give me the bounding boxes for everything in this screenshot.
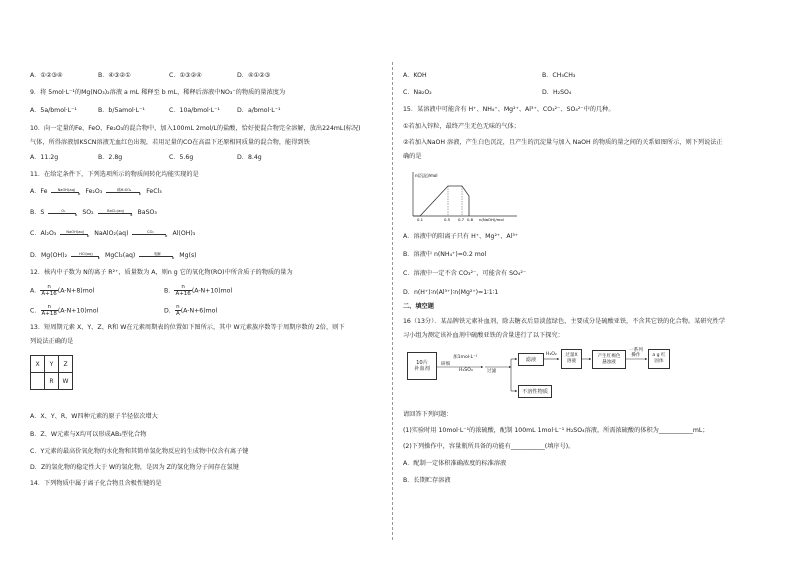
reaction-arrow: CO₂ ▸ xyxy=(130,229,170,237)
flow-box-red-solid: a g 红 固体 xyxy=(648,349,670,369)
y-axis-label: n(沉淀)/mol xyxy=(415,173,438,178)
flow-label-filter: 过滤 xyxy=(487,369,497,374)
fraction: $\frac{n}{A+16}$ xyxy=(41,284,57,297)
table-cell: R xyxy=(45,373,59,390)
q16-stem-2: 习小组为测定该补血剂中硫酸亚铁的含量进行了以下探究： xyxy=(403,332,564,339)
q14-option-a: A．KOH xyxy=(403,72,427,79)
q16-option-a: A．配制一定体积准确浓度的标准溶液 xyxy=(403,460,507,467)
flow-box-insoluble: 不溶性物质 xyxy=(518,385,552,398)
q12-option-c: C． $\frac{n}{A+18}$ (A-N+10)mol xyxy=(30,304,99,317)
q16-option-b: B．长期贮存溶液 xyxy=(403,477,451,484)
q8-option-b: B．④③②① xyxy=(98,72,131,79)
flow-diagram xyxy=(403,349,763,407)
q15-condition-2: ②若加入NaOH 溶液，产生白色沉淀，且产生的沉淀量与加入 NaOH 的物质的量之间的关系如图所示，则下列说法正 xyxy=(403,139,723,146)
section-heading: 二、填空题 xyxy=(403,303,434,310)
q16-stem-1: 16（13分）．某品牌铁元素补血剂，除去糖衣后显淡蓝绿色，主要成分是硫酸亚铁，不含其它铁的化合物。某研究性学 xyxy=(403,318,726,325)
q15-option-a: A．溶液中的阳离子只有 H⁺、Mg²⁺、Al³⁺ xyxy=(403,233,519,240)
flow-label-grind: 研细 xyxy=(441,362,451,367)
q14-option-c: C．Na₂O₂ xyxy=(403,89,432,96)
q13-option-d: D．Z的氢化物的稳定性大于 W的氢化物，是因为 Z的氢化物分子间存在氢键 xyxy=(30,464,239,471)
q16-part-2: (2)下列操作中，容量瓶所具备的功能有___________(填序号)。 xyxy=(403,443,575,450)
q14-option-b: B．CH₃CH₃ xyxy=(542,72,576,79)
q13-option-c: C．Y元素的最高价氧化物的水化物和其简单氢化物反应的生成物中仅含有离子键 xyxy=(30,448,249,455)
precipitate-graph xyxy=(405,168,525,222)
q15-option-c: C．溶液中一定不含 CO₃²⁻，可能含有 SO₄²⁻ xyxy=(403,270,527,277)
periodic-table-fragment xyxy=(30,355,73,390)
q9-option-d: D．a/bmol·L⁻¹ xyxy=(237,107,281,114)
q11-option-d: D．Mg(OH)₂ HCl(aq) ▸ MgCl₂(aq) 电解 ▸ Mg(s) xyxy=(30,252,197,260)
q10-option-b: B．2.8g xyxy=(98,154,123,161)
q9-option-c: C．10a/bmol·L⁻¹ xyxy=(169,107,220,114)
q12-stem: 12．核内中子数为 N的离子 R²⁺，质量数为 A，则n g 它的氧化物(RO)中所含质子的物质的量为 xyxy=(30,269,293,276)
q10-option-c: C．5.6g xyxy=(169,154,194,161)
table-cell: Y xyxy=(45,356,59,373)
q15-option-b: B．溶液中 n(NH₄⁺)=0.2 mol xyxy=(403,251,487,258)
q15-condition-1: ①若加入锌粒，最终产生无色无味的气体； xyxy=(403,123,520,130)
q15-option-d: D．n(H⁺)∶n(Al³⁺)∶n(Mg²⁺)=1∶1∶1 xyxy=(403,289,499,296)
q14-option-d: D．H₂SO₄ xyxy=(542,89,572,96)
reaction-arrow: O₂ ▸ xyxy=(46,208,80,216)
reaction-arrow: NaOH(aq) ▸ xyxy=(58,229,92,237)
q11-stem: 11．在给定条件下，下列选项所示的物质间转化均能实现的是 xyxy=(30,171,199,178)
tick-label: 0.1 xyxy=(417,217,424,222)
column-divider xyxy=(392,62,393,540)
q13-option-b: B．Z、W元素与X均可以形成AB₂型化合物 xyxy=(30,431,147,438)
fraction: $\frac{n}{A+16}$ xyxy=(175,284,191,297)
fraction: $\frac{n}{A}$ xyxy=(175,304,180,317)
table-cell: X xyxy=(31,356,45,373)
q10-option-a: A．11.2g xyxy=(30,154,59,161)
flow-box-tablets: 10片 补血剂 xyxy=(407,352,437,380)
precipitate-curve xyxy=(413,186,469,216)
reaction-arrow: 电解 ▸ xyxy=(137,251,177,259)
q11-option-c: C．Al₂O₃ NaOH(aq) ▸ NaAlO₂(aq) CO₂ ▸ Al(OH)₃ xyxy=(30,230,196,238)
q9-option-a: A．5a/bmol·L⁻¹ xyxy=(30,107,77,114)
reaction-arrow: 稀H₂SO₄ ▸ xyxy=(104,187,144,195)
tick-label: 0.8 xyxy=(467,217,474,222)
fraction: $\frac{n}{A+18}$ xyxy=(41,304,57,317)
table-cell xyxy=(31,373,45,390)
tick-label: 0.7 xyxy=(458,217,465,222)
q11-option-a: A．Fe NaOH(aq) ▸ Fe₂O₃ 稀H₂SO₄ ▸ FeCl₃ xyxy=(30,188,162,196)
flow-label-acid-bottom: H₂SO₄ xyxy=(459,368,473,373)
q15-stem: 15．某溶液中可能含有 H⁺、NH₄⁺、Mg²⁺、Al³⁺、CO₃²⁻、SO₄²⁻中的几种。 xyxy=(403,106,615,113)
q16-part-1: (1)实验时用 10mol·L⁻¹的浓硫酸，配制 100mL 1mol·L⁻¹ H₂SO₄溶液，所需浓硫酸的体积为___________mL； xyxy=(403,427,709,434)
q13-stem-2: 列说法正确的是 xyxy=(30,338,74,345)
q13-stem-1: 13．短周期元素 X、Y、Z、R和 W在元素周期表的位置如下图所示，其中 W元素族序数等于周期序数的 2倍，则下 xyxy=(30,324,345,331)
table-cell: W xyxy=(59,373,73,390)
q14-stem: 14．下列物质中属于离子化合物且含极性键的是 xyxy=(30,480,162,487)
flow-box-filtrate: 滤液 xyxy=(518,353,544,366)
q13-option-a: A．X、Y、R、W四种元素的原子半径依次增大 xyxy=(30,413,158,420)
q9-option-b: B．b/5amol·L⁻¹ xyxy=(98,107,145,114)
q10-option-d: D．8.4g xyxy=(237,154,262,161)
q10-stem-1: 10．向一定量的Fe、FeO、Fe₂O₃的混合物中，加入100mL 2mol/L的盐酸，恰好使混合物完全溶解，放出224mL(标况) xyxy=(30,125,361,132)
q16-instruction: 请回答下列问题： xyxy=(403,411,453,418)
tick-label: 0.5 xyxy=(444,217,451,222)
reaction-arrow: BaCl₂(aq) ▸ xyxy=(96,208,136,216)
q8-option-c: C．①③②④ xyxy=(169,72,202,79)
q9-stem: 9．将 5mol·L⁻¹的Mg(NO₃)₂溶液 a mL 稀释至 b mL，稀释后溶液中NO₃⁻的物质的量浓度为 xyxy=(30,89,286,96)
reaction-arrow: NaOH(aq) ▸ xyxy=(49,187,83,195)
q11-option-b: B．S O₂ ▸ SO₂ BaCl₂(aq) ▸ BaSO₃ xyxy=(30,209,157,217)
q8-option-d: D．④①②③ xyxy=(237,72,271,79)
flow-box-excess-x: 过量X 溶液 xyxy=(561,349,582,369)
q8-option-a: A．①②③④ xyxy=(30,72,63,79)
q12-option-b: B． $\frac{n}{A+16}$ (A-N+10)mol xyxy=(164,284,233,297)
table-cell: Z xyxy=(59,356,73,373)
q12-option-d: D． $\frac{n}{A}$ (A-N+6)mol xyxy=(164,304,218,317)
flow-label-acid-top: 加1mol·L⁻¹ xyxy=(453,355,478,360)
reaction-arrow: HCl(aq) ▸ xyxy=(69,251,103,259)
flow-box-suspension: 产生红褐色 悬浊液 xyxy=(592,350,626,369)
q10-stem-2: 气体，所得溶液加KSCN溶液无血红色出现，若用足量的CO在高温下还原相同质量的混合物，能得到铁 xyxy=(30,139,310,146)
x-axis-label: n(NaOH)/mol xyxy=(479,217,504,222)
flow-label-operations: 一系列 操作 xyxy=(629,348,643,358)
q12-option-a: A． $\frac{n}{A+16}$ (A-N+8)mol xyxy=(30,284,95,297)
flow-label-h2o2: H₂O₂ xyxy=(546,352,557,357)
q15-condition-2b: 确的是 xyxy=(403,153,422,160)
